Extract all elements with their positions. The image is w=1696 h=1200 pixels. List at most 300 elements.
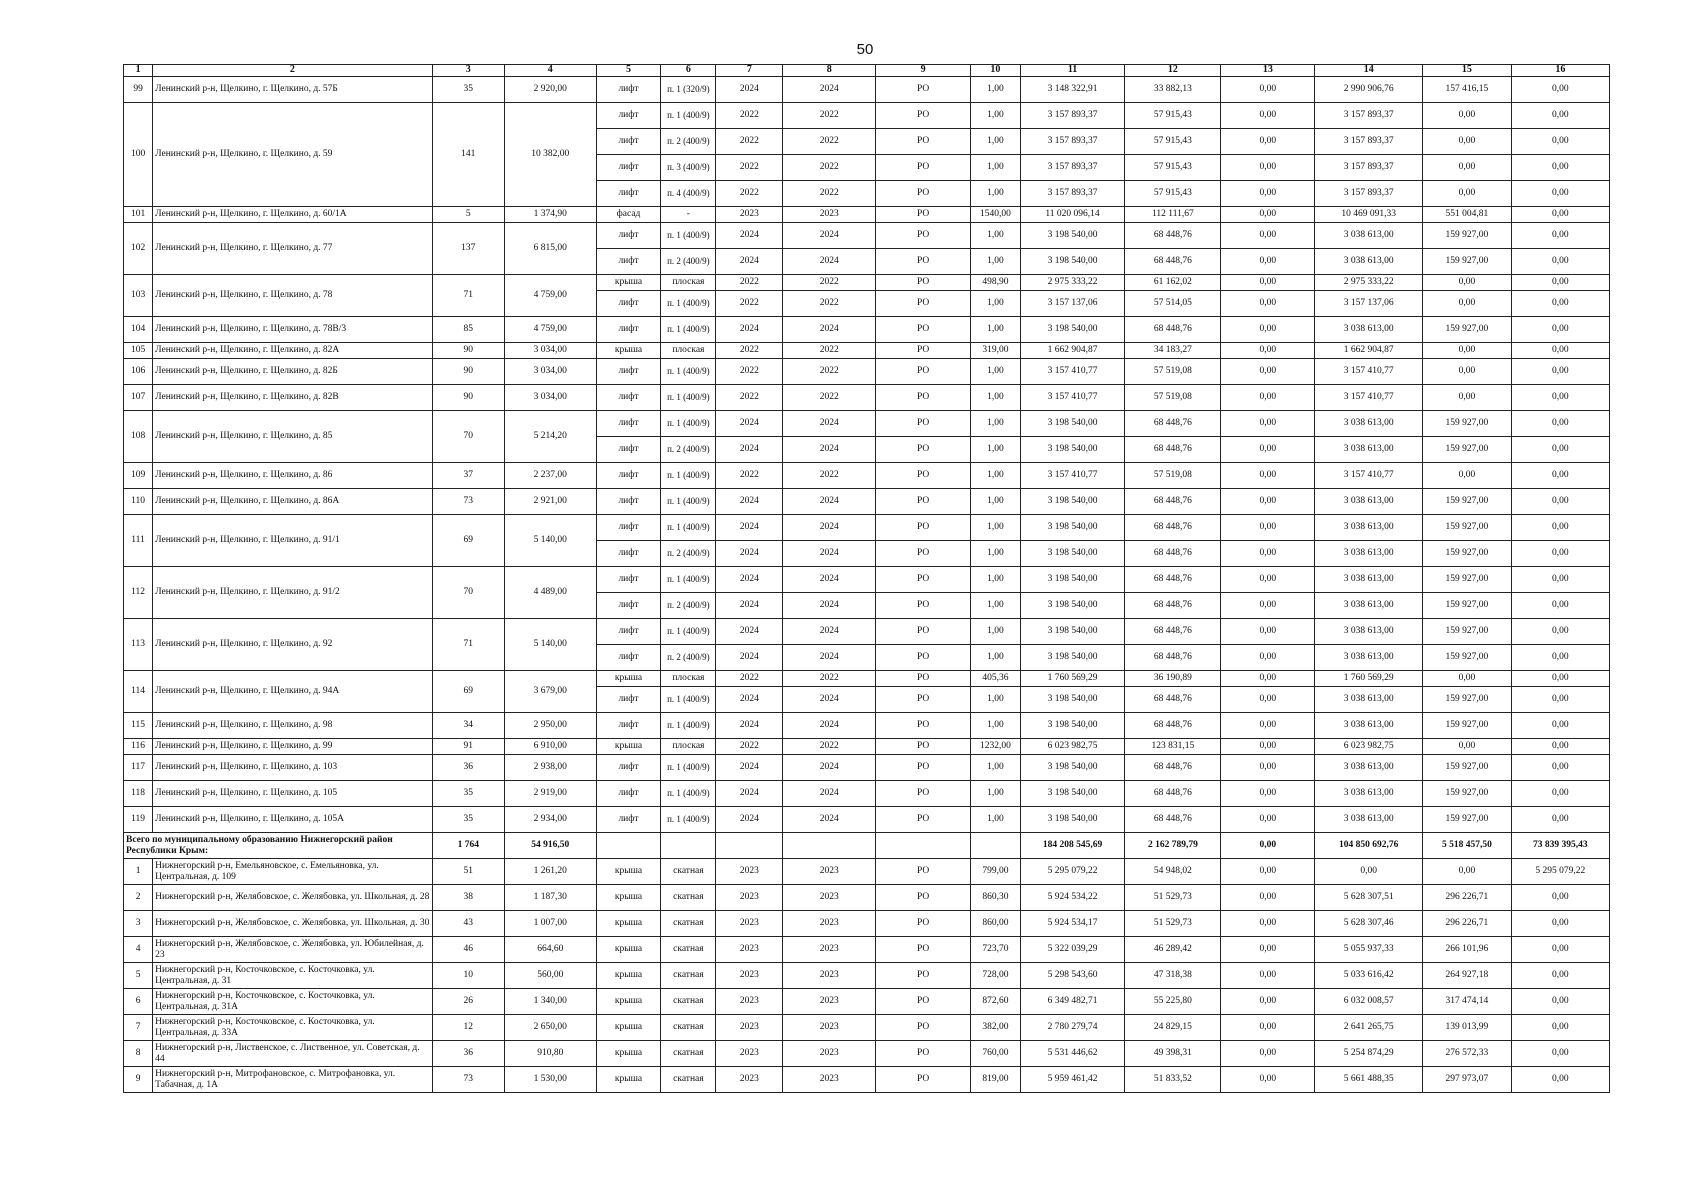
table-cell: крыша — [596, 343, 661, 359]
table-cell: 1,00 — [971, 437, 1021, 463]
table-cell: п. 2 (400/9) — [661, 249, 716, 275]
table-cell: 2024 — [716, 807, 783, 833]
table-cell: 2 650,00 — [504, 1015, 596, 1041]
table-cell: 91 — [432, 739, 504, 755]
table-cell: 115 — [124, 713, 153, 739]
table-cell: 3 038 613,00 — [1315, 223, 1423, 249]
table-cell: 2024 — [783, 317, 876, 343]
table-cell: 11 020 096,14 — [1020, 207, 1125, 223]
table-cell: 317 474,14 — [1423, 989, 1511, 1015]
table-cell: Всего по муниципальному образованию Нижнегорский район Республики Крым: — [124, 833, 433, 859]
column-header: 5 — [596, 65, 661, 77]
table-cell: Ленинский р-н, Щелкино, г. Щелкино, д. 82А — [153, 343, 433, 359]
table-cell: 2024 — [716, 645, 783, 671]
table-cell: 2022 — [716, 385, 783, 411]
table-cell: 0,00 — [1511, 275, 1609, 291]
table-row — [124, 1015, 1610, 1041]
table-cell: 43 — [432, 911, 504, 937]
table-cell: 5 033 616,42 — [1315, 963, 1423, 989]
table-row — [124, 207, 1610, 223]
table-cell: РО — [876, 807, 971, 833]
table-cell: 4 — [124, 937, 153, 963]
table-cell: 49 398,31 — [1125, 1041, 1221, 1067]
table-cell: 1,00 — [971, 619, 1021, 645]
table-cell: РО — [876, 275, 971, 291]
table-cell: 68 448,76 — [1125, 249, 1221, 275]
column-header: 10 — [971, 65, 1021, 77]
table-cell: 3 157 893,37 — [1315, 181, 1423, 207]
table-cell: 2024 — [716, 567, 783, 593]
table-cell: 2024 — [783, 593, 876, 619]
table-cell: Ленинский р-н, Щелкино, г. Щелкино, д. 85 — [153, 411, 433, 463]
table-cell: 2024 — [716, 437, 783, 463]
table-cell: 0,00 — [1511, 755, 1609, 781]
table-cell: 3 038 613,00 — [1315, 437, 1423, 463]
table-cell: 1,00 — [971, 359, 1021, 385]
table-cell: 2 975 333,22 — [1315, 275, 1423, 291]
table-cell: Ленинский р-н, Щелкино, г. Щелкино, д. 78 — [153, 275, 433, 317]
table-cell: 24 829,15 — [1125, 1015, 1221, 1041]
table-row — [124, 343, 1610, 359]
table-row — [124, 103, 1610, 129]
table-cell: 1 261,20 — [504, 859, 596, 885]
table-cell: 3 157 137,06 — [1315, 291, 1423, 317]
table-cell: 2024 — [783, 515, 876, 541]
table-cell: РО — [876, 989, 971, 1015]
table-cell: 2022 — [783, 739, 876, 755]
table-cell: РО — [876, 207, 971, 223]
table-cell: 276 572,33 — [1423, 1041, 1511, 1067]
table-cell: 2024 — [783, 411, 876, 437]
table-cell: 5 — [432, 207, 504, 223]
table-cell: 34 — [432, 713, 504, 739]
table-row — [124, 885, 1610, 911]
table-cell: Ленинский р-н, Щелкино, г. Щелкино, д. 92 — [153, 619, 433, 671]
table-cell: 68 448,76 — [1125, 593, 1221, 619]
table-cell: 70 — [432, 411, 504, 463]
table-cell: 68 448,76 — [1125, 687, 1221, 713]
table-cell: 0,00 — [1511, 937, 1609, 963]
table-cell: 2022 — [716, 343, 783, 359]
table-cell: РО — [876, 129, 971, 155]
table-cell: Ленинский р-н, Щелкино, г. Щелкино, д. 82Б — [153, 359, 433, 385]
table-row — [124, 1067, 1610, 1093]
table-cell: 159 927,00 — [1423, 645, 1511, 671]
table-cell: 55 225,80 — [1125, 989, 1221, 1015]
table-cell: 68 448,76 — [1125, 489, 1221, 515]
table-cell: 101 — [124, 207, 153, 223]
table-cell: 2024 — [783, 541, 876, 567]
table-cell: 3 198 540,00 — [1020, 645, 1125, 671]
table-cell: 0,00 — [1511, 567, 1609, 593]
table-row — [124, 77, 1610, 103]
table-cell: 99 — [124, 77, 153, 103]
table-cell: 266 101,96 — [1423, 937, 1511, 963]
table-cell: 2024 — [783, 713, 876, 739]
table-cell: п. 2 (400/9) — [661, 645, 716, 671]
table-cell: 68 448,76 — [1125, 807, 1221, 833]
table-cell: 2024 — [783, 77, 876, 103]
table-cell: 0,00 — [1511, 103, 1609, 129]
table-cell: 3 038 613,00 — [1315, 713, 1423, 739]
table-cell: 5 924 534,22 — [1020, 885, 1125, 911]
table-cell: 0,00 — [1423, 181, 1511, 207]
table-cell: 3 157 893,37 — [1020, 129, 1125, 155]
table-cell: 61 162,02 — [1125, 275, 1221, 291]
table-cell: лифт — [596, 687, 661, 713]
table-cell: лифт — [596, 755, 661, 781]
table-cell: 3 038 613,00 — [1315, 645, 1423, 671]
table-cell: 0,00 — [1221, 275, 1315, 291]
table-cell: 3 157 410,77 — [1315, 385, 1423, 411]
table-cell: 3 157 893,37 — [1020, 155, 1125, 181]
table-cell: 139 013,99 — [1423, 1015, 1511, 1041]
table-cell: РО — [876, 1015, 971, 1041]
table-cell: 3 157 410,77 — [1020, 359, 1125, 385]
repair-schedule-table — [123, 64, 1610, 1093]
table-cell: 728,00 — [971, 963, 1021, 989]
table-cell: 0,00 — [1511, 593, 1609, 619]
table-cell: РО — [876, 1067, 971, 1093]
table-cell: 1,00 — [971, 411, 1021, 437]
table-cell: 1,00 — [971, 249, 1021, 275]
table-cell: 2023 — [716, 207, 783, 223]
table-cell: 0,00 — [1221, 103, 1315, 129]
table-cell: 184 208 545,69 — [1020, 833, 1125, 859]
table-cell: 109 — [124, 463, 153, 489]
table-cell: 2023 — [783, 859, 876, 885]
table-cell: 0,00 — [1221, 911, 1315, 937]
table-cell: 37 — [432, 463, 504, 489]
table-cell: 0,00 — [1221, 567, 1315, 593]
table-cell: 405,36 — [971, 671, 1021, 687]
table-cell: 0,00 — [1221, 437, 1315, 463]
table-cell: 0,00 — [1221, 385, 1315, 411]
table-cell: 3 198 540,00 — [1020, 515, 1125, 541]
column-header: 3 — [432, 65, 504, 77]
table-row — [124, 385, 1610, 411]
table-cell: 0,00 — [1221, 291, 1315, 317]
table-cell: лифт — [596, 411, 661, 437]
table-cell: 1,00 — [971, 223, 1021, 249]
table-cell — [876, 833, 971, 859]
table-cell: 2022 — [716, 155, 783, 181]
table-cell: 2024 — [783, 755, 876, 781]
table-row — [124, 989, 1610, 1015]
table-cell: крыша — [596, 739, 661, 755]
table-cell: 0,00 — [1511, 541, 1609, 567]
table-cell: 2 938,00 — [504, 755, 596, 781]
table-cell: 4 759,00 — [504, 275, 596, 317]
table-cell: 6 — [124, 989, 153, 1015]
table-cell: лифт — [596, 463, 661, 489]
table-cell: 57 915,43 — [1125, 181, 1221, 207]
table-cell: 6 023 982,75 — [1315, 739, 1423, 755]
table-cell: 0,00 — [1511, 515, 1609, 541]
table-cell: лифт — [596, 223, 661, 249]
table-cell: крыша — [596, 1041, 661, 1067]
table-cell: 159 927,00 — [1423, 781, 1511, 807]
table-cell: РО — [876, 619, 971, 645]
table-cell: 5 214,20 — [504, 411, 596, 463]
table-cell: 2023 — [783, 1015, 876, 1041]
table-cell: 112 111,67 — [1125, 207, 1221, 223]
table-cell: РО — [876, 437, 971, 463]
table-cell: 0,00 — [1511, 671, 1609, 687]
table-cell: 5 322 039,29 — [1020, 937, 1125, 963]
table-cell: 0,00 — [1511, 1041, 1609, 1067]
table-cell: 382,00 — [971, 1015, 1021, 1041]
table-cell: 0,00 — [1511, 645, 1609, 671]
table-cell: 2023 — [716, 963, 783, 989]
table-cell: 159 927,00 — [1423, 489, 1511, 515]
table-cell: 0,00 — [1511, 1067, 1609, 1093]
table-cell: 0,00 — [1221, 671, 1315, 687]
table-cell: 71 — [432, 619, 504, 671]
table-cell: 296 226,71 — [1423, 911, 1511, 937]
table-cell: 0,00 — [1511, 807, 1609, 833]
table-cell: РО — [876, 781, 971, 807]
table-cell: Ленинский р-н, Щелкино, г. Щелкино, д. 59 — [153, 103, 433, 207]
table-row — [124, 223, 1610, 249]
table-cell: крыша — [596, 275, 661, 291]
table-cell: лифт — [596, 619, 661, 645]
table-cell: п. 1 (400/9) — [661, 385, 716, 411]
table-cell: 0,00 — [1423, 463, 1511, 489]
table-cell: скатная — [661, 1041, 716, 1067]
table-cell: Нижнегорский р-н, Желябовское, с. Желябовка, ул. Школьная, д. 28 — [153, 885, 433, 911]
table-cell: 46 289,42 — [1125, 937, 1221, 963]
table-cell: 1,00 — [971, 593, 1021, 619]
table-cell: 6 910,00 — [504, 739, 596, 755]
table-cell: 5 661 488,35 — [1315, 1067, 1423, 1093]
table-cell: 264 927,18 — [1423, 963, 1511, 989]
column-header: 16 — [1511, 65, 1609, 77]
table-cell: 0,00 — [1511, 1015, 1609, 1041]
table-cell: 35 — [432, 781, 504, 807]
table-cell: Ленинский р-н, Щелкино, г. Щелкино, д. 78В/3 — [153, 317, 433, 343]
table-cell: 2 934,00 — [504, 807, 596, 833]
table-cell: 2022 — [783, 181, 876, 207]
table-cell: 1,00 — [971, 181, 1021, 207]
column-header: 4 — [504, 65, 596, 77]
table-cell: 0,00 — [1221, 77, 1315, 103]
table-cell: 0,00 — [1511, 223, 1609, 249]
table-cell: 498,90 — [971, 275, 1021, 291]
table-cell: 319,00 — [971, 343, 1021, 359]
table-cell: Нижнегорский р-н, Митрофановское, с. Митрофановка, ул. Табачная, д. 1А — [153, 1067, 433, 1093]
table-cell: 0,00 — [1221, 739, 1315, 755]
table-cell: лифт — [596, 807, 661, 833]
table-cell: 34 183,27 — [1125, 343, 1221, 359]
table-cell: 102 — [124, 223, 153, 275]
table-cell: 3 157 893,37 — [1315, 103, 1423, 129]
table-cell: 112 — [124, 567, 153, 619]
table-cell: РО — [876, 755, 971, 781]
table-cell: п. 1 (400/9) — [661, 567, 716, 593]
table-cell: Нижнегорский р-н, Косточковское, с. Косточковка, ул. Центральная, д. 33А — [153, 1015, 433, 1041]
table-cell: 3 038 613,00 — [1315, 687, 1423, 713]
table-row — [124, 713, 1610, 739]
table-cell: 3 038 613,00 — [1315, 807, 1423, 833]
table-row — [124, 489, 1610, 515]
table-cell: 2023 — [716, 885, 783, 911]
table-cell: Нижнегорский р-н, Лиственское, с. Лиственное, ул. Советская, д. 44 — [153, 1041, 433, 1067]
table-cell: 2022 — [783, 671, 876, 687]
table-cell: 1 007,00 — [504, 911, 596, 937]
table-cell: 70 — [432, 567, 504, 619]
table-cell: скатная — [661, 1067, 716, 1093]
table-cell: РО — [876, 317, 971, 343]
table-cell: 2 162 789,79 — [1125, 833, 1221, 859]
table-cell: 1232,00 — [971, 739, 1021, 755]
table-cell: 2023 — [783, 207, 876, 223]
table-cell: п. 2 (400/9) — [661, 437, 716, 463]
column-header: 6 — [661, 65, 716, 77]
table-cell: 1,00 — [971, 385, 1021, 411]
table-cell: 119 — [124, 807, 153, 833]
table-row — [124, 755, 1610, 781]
table-cell: РО — [876, 937, 971, 963]
table-cell: 2024 — [783, 781, 876, 807]
total-row — [124, 833, 1610, 859]
table-cell: 3 157 410,77 — [1315, 463, 1423, 489]
table-row — [124, 781, 1610, 807]
table-cell: 108 — [124, 411, 153, 463]
table-cell: 157 416,15 — [1423, 77, 1511, 103]
table-cell: 2 975 333,22 — [1020, 275, 1125, 291]
table-cell: Ленинский р-н, Щелкино, г. Щелкино, д. 105 — [153, 781, 433, 807]
table-cell: крыша — [596, 989, 661, 1015]
table-cell: 2022 — [783, 129, 876, 155]
table-cell: п. 1 (400/9) — [661, 223, 716, 249]
table-cell: 2 921,00 — [504, 489, 596, 515]
table-cell: 54 916,50 — [504, 833, 596, 859]
table-cell: РО — [876, 1041, 971, 1067]
table-cell: 51 833,52 — [1125, 1067, 1221, 1093]
table-cell: РО — [876, 645, 971, 671]
table-cell: 0,00 — [1221, 781, 1315, 807]
table-cell: 1,00 — [971, 129, 1021, 155]
table-cell: 38 — [432, 885, 504, 911]
table-cell: 1 530,00 — [504, 1067, 596, 1093]
table-cell: 2024 — [716, 223, 783, 249]
table-cell: 159 927,00 — [1423, 755, 1511, 781]
table-cell: 3 157 410,77 — [1020, 463, 1125, 489]
table-cell: 159 927,00 — [1423, 411, 1511, 437]
table-cell: 106 — [124, 359, 153, 385]
table-cell: 2024 — [783, 687, 876, 713]
table-cell: 2 950,00 — [504, 713, 596, 739]
table-cell: п. 2 (400/9) — [661, 593, 716, 619]
table-cell: 1,00 — [971, 755, 1021, 781]
table-cell: 1,00 — [971, 713, 1021, 739]
table-cell: 0,00 — [1423, 671, 1511, 687]
table-cell: 799,00 — [971, 859, 1021, 885]
table-cell: РО — [876, 249, 971, 275]
table-cell: 0,00 — [1221, 359, 1315, 385]
table-cell: 2024 — [783, 645, 876, 671]
table-cell: 3 038 613,00 — [1315, 489, 1423, 515]
table-cell: 0,00 — [1423, 359, 1511, 385]
column-number-row — [124, 65, 1610, 77]
table-cell: 2023 — [716, 937, 783, 963]
table-cell: 47 318,38 — [1125, 963, 1221, 989]
table-cell: 2022 — [716, 103, 783, 129]
table-cell: 51 — [432, 859, 504, 885]
table-cell: 3 157 137,06 — [1020, 291, 1125, 317]
table-row — [124, 275, 1610, 291]
table-cell: 68 448,76 — [1125, 619, 1221, 645]
table-cell: скатная — [661, 885, 716, 911]
table-cell: 51 529,73 — [1125, 885, 1221, 911]
table-cell: 0,00 — [1511, 781, 1609, 807]
table-cell: 90 — [432, 359, 504, 385]
table-row — [124, 739, 1610, 755]
table-cell: 6 023 982,75 — [1020, 739, 1125, 755]
table-cell: 0,00 — [1221, 755, 1315, 781]
table-cell: Ленинский р-н, Щелкино, г. Щелкино, д. 77 — [153, 223, 433, 275]
table-cell: крыша — [596, 937, 661, 963]
table-cell: п. 1 (400/9) — [661, 713, 716, 739]
table-cell: 2023 — [783, 885, 876, 911]
table-cell: 2 920,00 — [504, 77, 596, 103]
table-cell: 3 038 613,00 — [1315, 619, 1423, 645]
table-cell: лифт — [596, 249, 661, 275]
table-cell: 0,00 — [1423, 739, 1511, 755]
table-cell: 159 927,00 — [1423, 317, 1511, 343]
table-cell: 159 927,00 — [1423, 223, 1511, 249]
table-cell: Нижнегорский р-н, Желябовское, с. Желябовка, ул. Школьная, д. 30 — [153, 911, 433, 937]
table-cell: 1,00 — [971, 807, 1021, 833]
table-cell: 26 — [432, 989, 504, 1015]
table-cell: 35 — [432, 77, 504, 103]
table-cell: 5 055 937,33 — [1315, 937, 1423, 963]
table-cell: 0,00 — [1221, 411, 1315, 437]
column-header: 2 — [153, 65, 433, 77]
table-cell: п. 1 (400/9) — [661, 781, 716, 807]
table-cell: 0,00 — [1511, 181, 1609, 207]
table-cell: 2023 — [716, 1041, 783, 1067]
table-cell: 57 519,08 — [1125, 385, 1221, 411]
table-cell: 2022 — [716, 463, 783, 489]
table-cell: 2023 — [783, 1041, 876, 1067]
table-cell: 2023 — [716, 1015, 783, 1041]
table-cell: РО — [876, 77, 971, 103]
table-cell: 860,00 — [971, 911, 1021, 937]
table-cell: 3 038 613,00 — [1315, 317, 1423, 343]
table-row — [124, 317, 1610, 343]
table-cell: 159 927,00 — [1423, 807, 1511, 833]
table-cell: 3 038 613,00 — [1315, 755, 1423, 781]
table-cell: 0,00 — [1511, 291, 1609, 317]
table-cell: лифт — [596, 713, 661, 739]
table-cell: п. 1 (400/9) — [661, 687, 716, 713]
table-cell: 10 — [432, 963, 504, 989]
table-cell: лифт — [596, 541, 661, 567]
table-cell: 819,00 — [971, 1067, 1021, 1093]
table-cell: 6 815,00 — [504, 223, 596, 275]
table-cell: 3 198 540,00 — [1020, 317, 1125, 343]
table-cell: 2022 — [716, 739, 783, 755]
table-cell: 3 034,00 — [504, 385, 596, 411]
table-cell: крыша — [596, 911, 661, 937]
table-cell: 2022 — [783, 103, 876, 129]
table-cell: 1 662 904,87 — [1315, 343, 1423, 359]
table-cell: 105 — [124, 343, 153, 359]
table-cell: п. 1 (400/9) — [661, 807, 716, 833]
table-cell: 12 — [432, 1015, 504, 1041]
